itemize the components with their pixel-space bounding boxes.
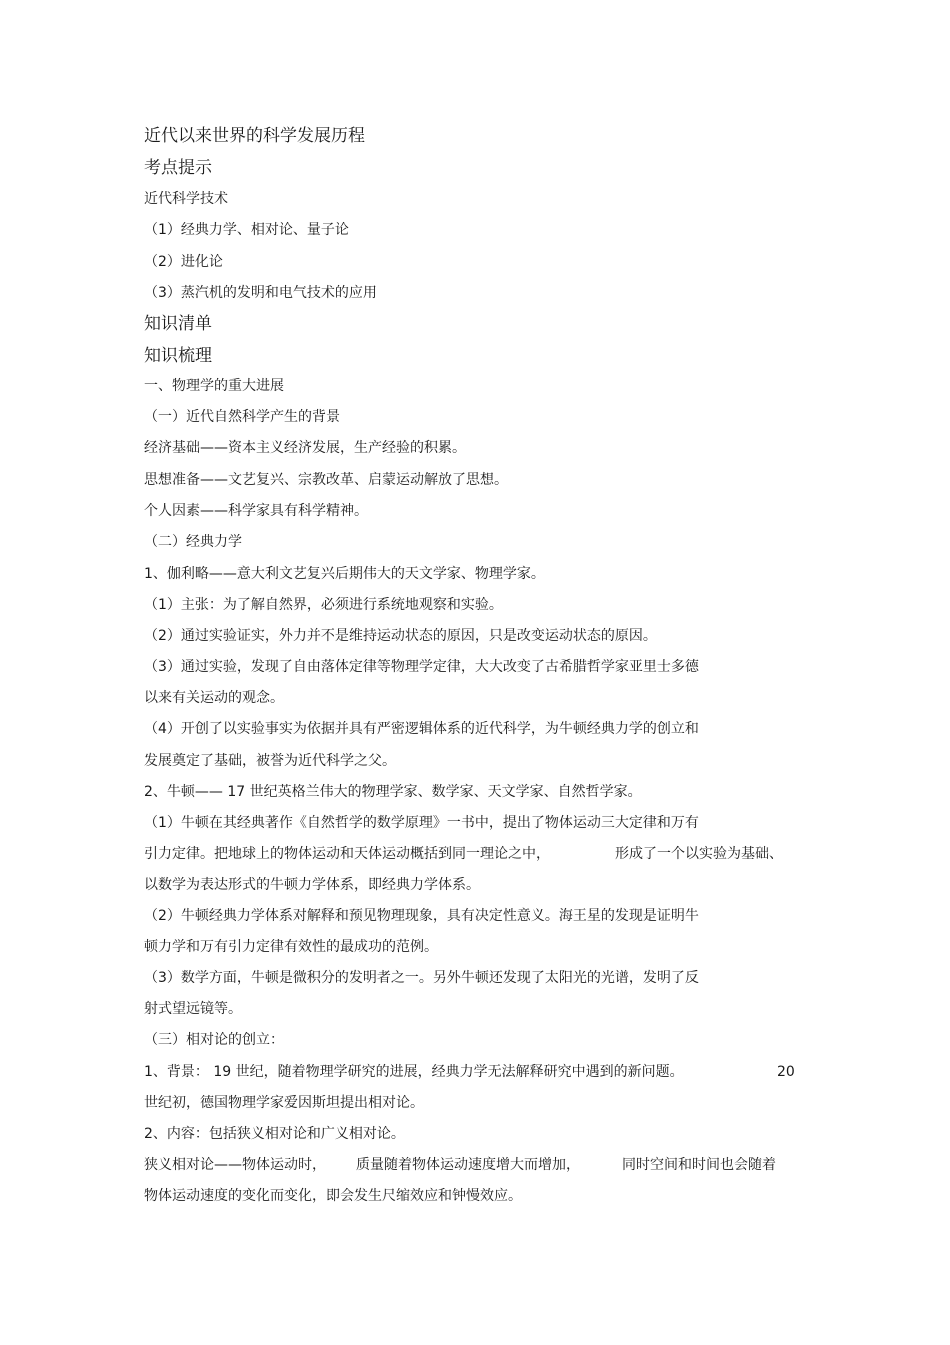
- text-segment: 质量随着物体运动速度增大而增加，: [356, 1157, 580, 1173]
- text-line: 射式望远镜等。: [144, 1001, 242, 1017]
- text-line: 以来有关运动的观念。: [144, 690, 284, 706]
- text-line: 2、牛顿—— 17 世纪英格兰伟大的物理学家、数学家、天文学家、自然哲学家。: [144, 784, 642, 800]
- document-title: 近代以来世界的科学发展历程: [144, 126, 365, 146]
- text-segment: 同时空间和时间也会随着: [622, 1157, 776, 1173]
- text-line: 个人因素——科学家具有科学精神。: [144, 503, 368, 519]
- text-segment: 形成了一个以实验为基础、: [615, 846, 783, 862]
- text-segment: 狭义相对论——物体运动时，: [144, 1157, 326, 1173]
- heading-kaodian-tishi: 考点提示: [144, 158, 212, 178]
- text-line: （2）通过实验证实，外力并不是维持运动状态的原因，只是改变运动状态的原因。: [144, 628, 657, 644]
- text-line: （3）蒸汽机的发明和电气技术的应用: [144, 285, 377, 301]
- text-line: （4）开创了以实验事实为依据并具有严密逻辑体系的近代科学，为牛顿经典力学的创立和: [144, 721, 699, 737]
- text-line: 发展奠定了基础，被誉为近代科学之父。: [144, 753, 396, 769]
- text-line: （1）牛顿在其经典著作《自然哲学的数学原理》一书中，提出了物体运动三大定律和万有: [144, 815, 699, 831]
- text-line: 思想准备——文艺复兴、宗教改革、启蒙运动解放了思想。: [144, 472, 508, 488]
- text-line: （3）通过实验，发现了自由落体定律等物理学定律，大大改变了古希腊哲学家亚里士多德: [144, 659, 699, 675]
- text-line: 物体运动速度的变化而变化，即会发生尺缩效应和钟慢效应。: [144, 1188, 522, 1204]
- text-line: 以数学为表达形式的牛顿力学体系，即经典力学体系。: [144, 877, 480, 893]
- heading-zhishi-qingdan: 知识清单: [144, 314, 212, 334]
- text-segment: 20: [777, 1064, 795, 1080]
- heading-zhishi-shuli: 知识梳理: [144, 346, 212, 366]
- text-line: （3）数学方面，牛顿是微积分的发明者之一。另外牛顿还发现了太阳光的光谱，发明了反: [144, 970, 699, 986]
- text-line: （2）进化论: [144, 254, 223, 270]
- subsection-heading: （一）近代自然科学产生的背景: [144, 409, 340, 425]
- text-line: （1）经典力学、相对论、量子论: [144, 222, 349, 238]
- subsection-heading: （二）经典力学: [144, 534, 242, 550]
- section-heading: 一、物理学的重大进展: [144, 378, 284, 394]
- text-line: 近代科学技术: [144, 191, 228, 207]
- text-line: 世纪初，德国物理学家爱因斯坦提出相对论。: [144, 1095, 424, 1111]
- text-segment: 1、背景： 19 世纪，随着物理学研究的进展，经典力学无法解释研究中遇到的新问题。: [144, 1064, 684, 1080]
- subsection-heading: （三）相对论的创立：: [144, 1032, 284, 1048]
- text-line: 顿力学和万有引力定律有效性的最成功的范例。: [144, 939, 438, 955]
- text-line: 2、内容：包括狭义相对论和广义相对论。: [144, 1126, 405, 1142]
- text-line: 经济基础——资本主义经济发展，生产经验的积累。: [144, 440, 466, 456]
- text-line: 1、伽利略——意大利文艺复兴后期伟大的天文学家、物理学家。: [144, 566, 545, 582]
- text-line: （2）牛顿经典力学体系对解释和预见物理现象，具有决定性意义。海王星的发现是证明牛: [144, 908, 699, 924]
- text-line: （1）主张：为了解自然界，必须进行系统地观察和实验。: [144, 597, 503, 613]
- text-segment: 引力定律。把地球上的物体运动和天体运动概括到同一理论之中，: [144, 846, 550, 862]
